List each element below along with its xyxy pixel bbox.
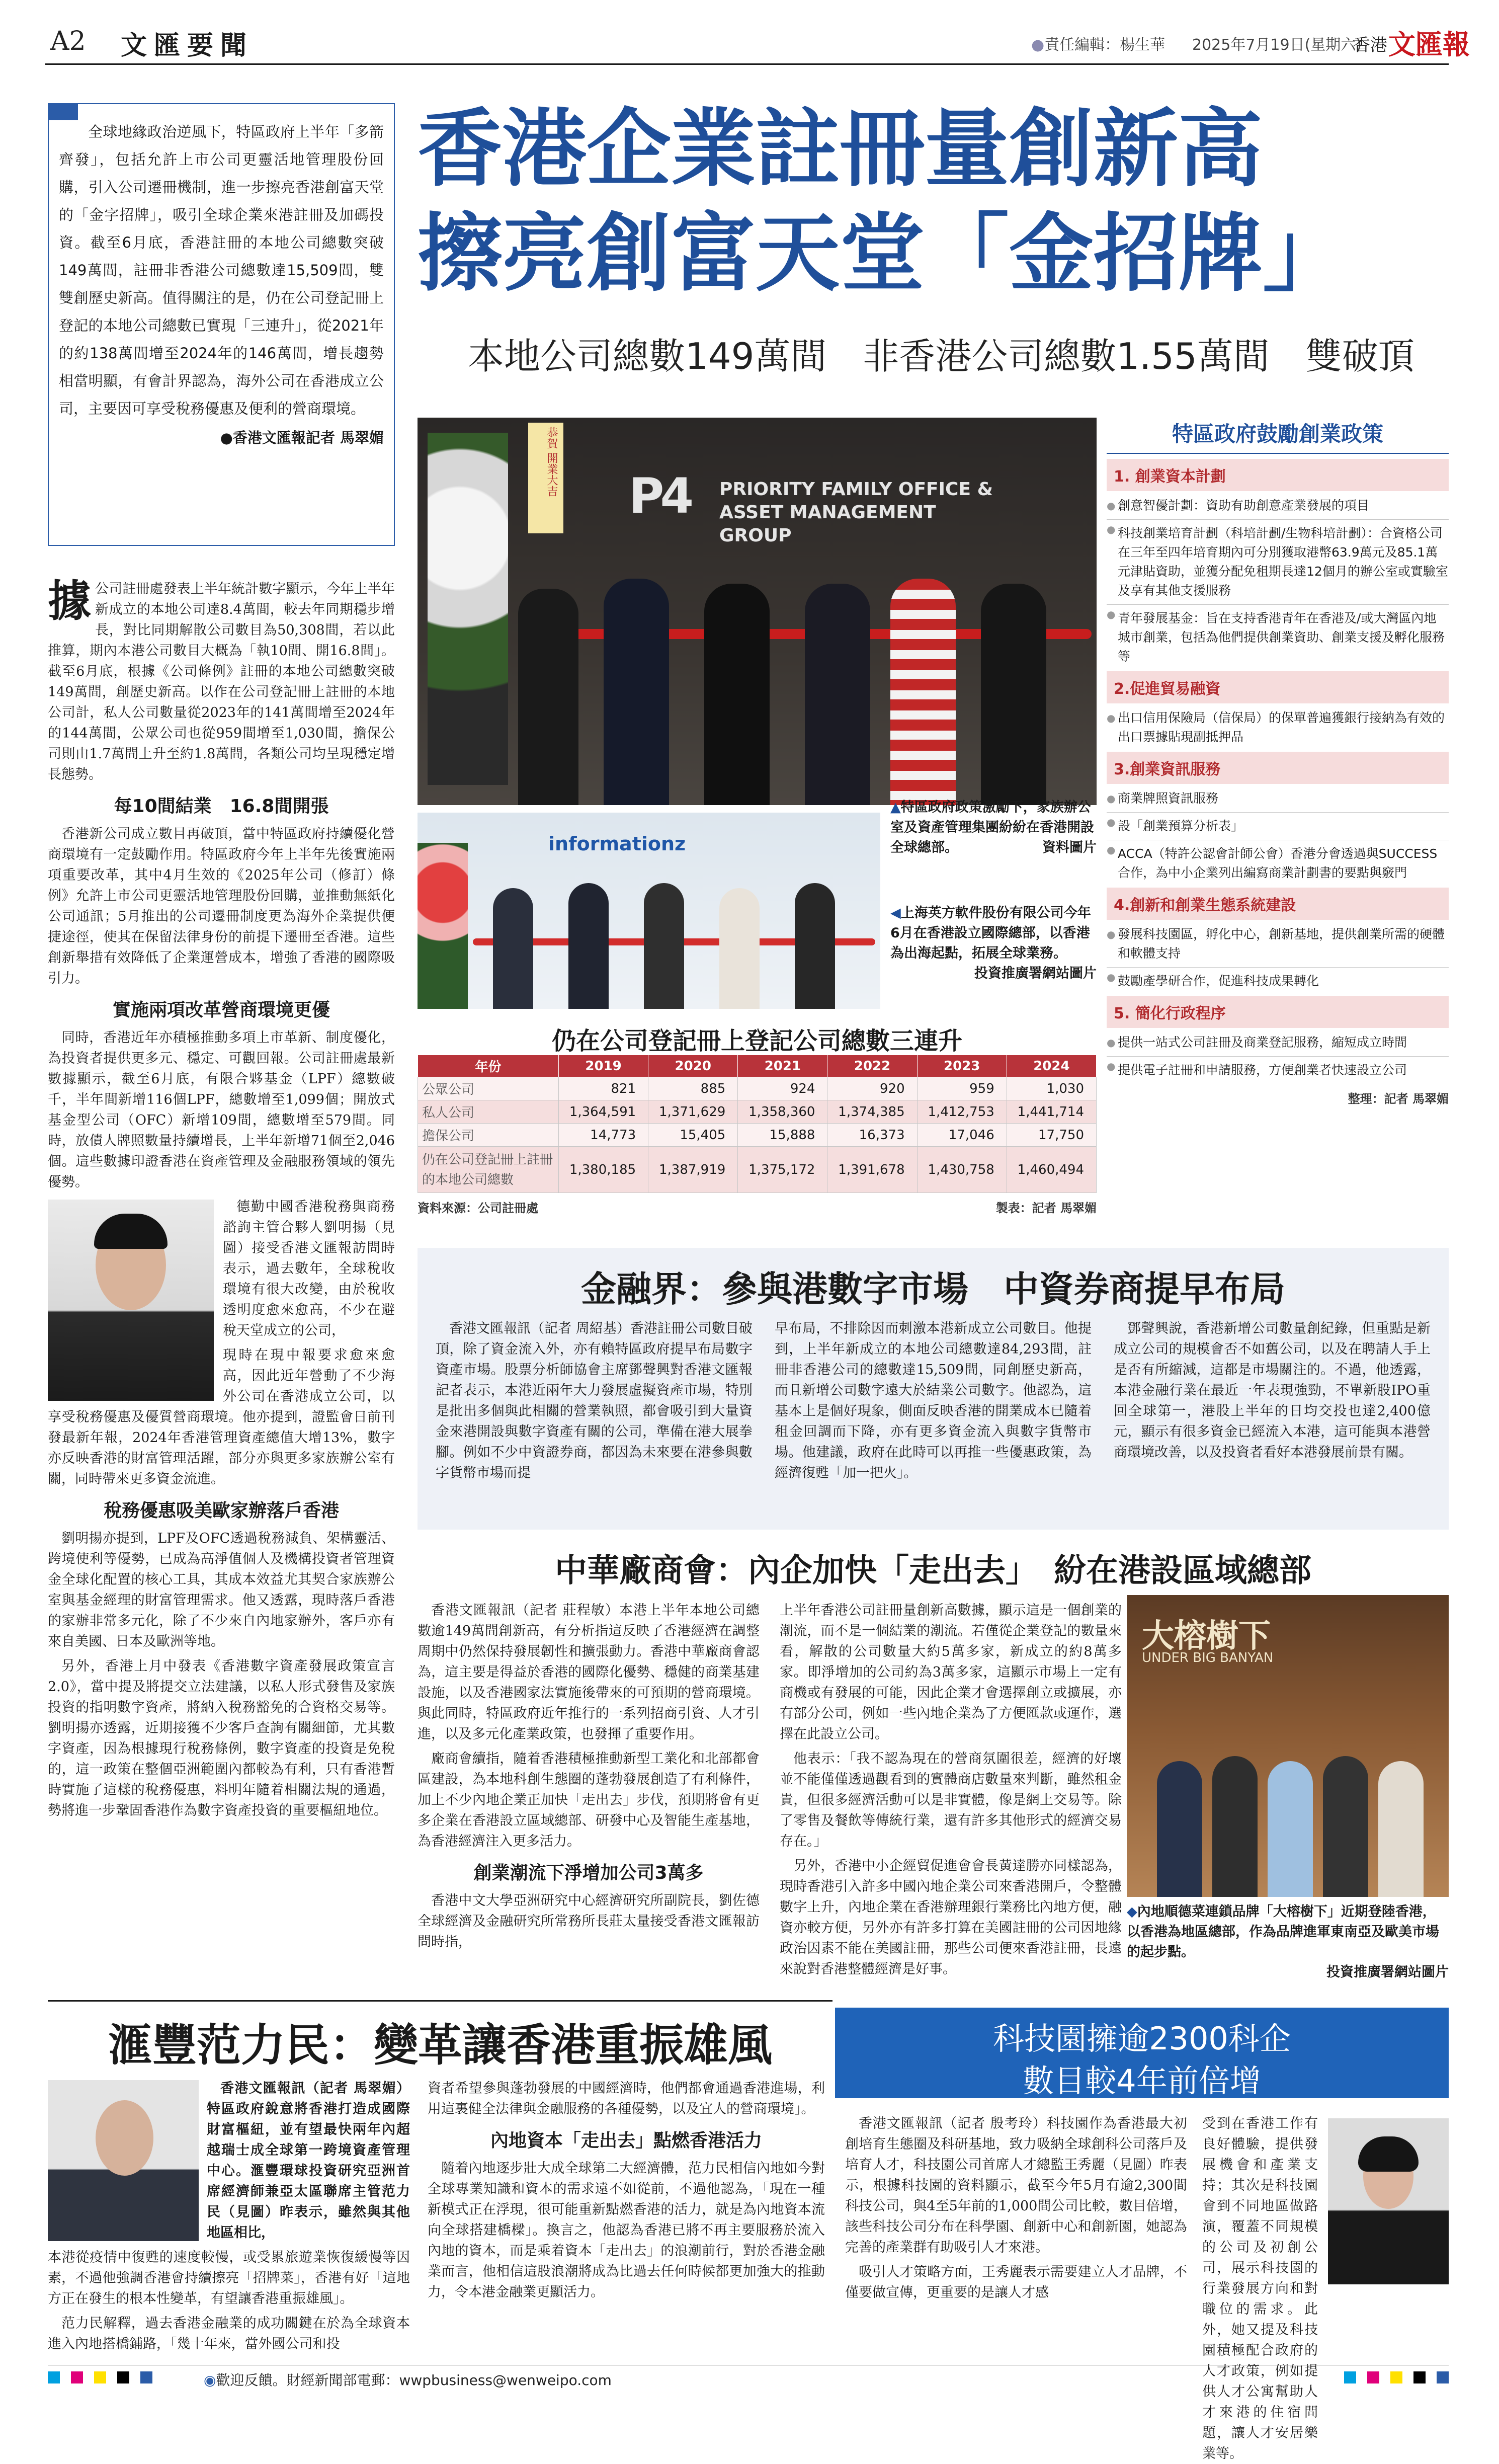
cell: 924 bbox=[738, 1077, 827, 1100]
color-swatches-right bbox=[1298, 2371, 1449, 2383]
policy-group-5: 5. 簡化行政程序 bbox=[1107, 996, 1449, 1028]
person-3 bbox=[704, 584, 770, 805]
ubs-title: 滙豐范力民：變革讓香港重振雄風 bbox=[108, 2019, 772, 2071]
policy-item: ● ACCA（特許公認會計師公會）香港分會透過與SUCCESS合作，為中小企業列出編寫商業計劃書的要點與竅門 bbox=[1107, 840, 1449, 883]
table-head: 2023 bbox=[917, 1055, 1007, 1077]
lead-paragraph: 據公司註冊處發表上半年統計數字顯示，今年上半年新成立的本地公司達8.4萬間，較去年同期穩步增長，對比同期解散公司數目為50,308間，若以此推算，期內本港公司數目大概為「執10間、開16.8間」。截至6月底，根據《公司條例》註冊的本地公司總數突破149萬間，創歷史新高。以作在公司登記冊上註冊的本地公司計，私人公司數量從2023年的141萬間增至2024年的144萬間，公眾公司也從959間增至1,030間，擔保公司則由1.7萬間上升至約1.8萬間，各類公司均呈現穩定增長態勢。 bbox=[48, 576, 395, 782]
table-head: 2019 bbox=[559, 1055, 648, 1077]
cell: 1,460,494 bbox=[1007, 1147, 1096, 1193]
table-row bbox=[418, 1124, 1097, 1147]
caption-2-icon: ◀ bbox=[890, 905, 901, 921]
policy-group-1: 1. 創業資本計劃 bbox=[1107, 459, 1449, 491]
finance-title: 金融界：參與港數字市場 中資券商提早布局 bbox=[581, 1268, 1285, 1310]
cell: 1,374,385 bbox=[827, 1100, 917, 1124]
chamber-p4: 上半年香港公司註冊量創新高數據，顯示這是一個創業的潮流，而不是一個結業的潮流。若僅從企業登記的數量來看，解散的公司數量大約5萬多家，新成立的約8萬多家。即淨增加的公司約為3萬多家，這顯示市場上一定有商機或有發展的可能，因此企業才會選擇創立或擴展，亦有部分公司，例如一些內地企業為了方便匯款或運作，選擇在此設立公司。 bbox=[780, 1603, 1122, 1742]
row-label: 私人公司 bbox=[418, 1100, 559, 1124]
para-4b: 現時在現中報要求愈來愈高，因此近年營動了不少海外公司在香港成立公司，以享受稅務優惠及優質營商環境。他亦提到，證監會日前刊發最新年報，2024年香港管理資產總值大增13%，數字亦反映香港的財富管理活躍，部分亦與更多家族辦公室有關，同時帶來更多資金流進。 bbox=[48, 1347, 395, 1487]
chamber-p1: 香港文匯報訊（記者 莊程敏）本港上半年本地公司總數逾149萬間創新高，有分析指這反映了香港經濟在調整周期中仍然保持發展韌性和擴張動力。香港中華廠商會認為，這主要是得益於香港的國際化優勢、穩健的商業基建設施，以及香港國家法實施後帶來的可預期的營商環境。與此同時，特區政府近年推行的一系列招商引資、人才引進，以及多元化產業政策，也發揮了重要作用。 bbox=[418, 1603, 760, 1742]
policy-item: ● 設「創業預算分析表」 bbox=[1107, 812, 1449, 836]
left-column bbox=[48, 576, 395, 2098]
swatch-cyan bbox=[48, 2371, 60, 2383]
policy-item: ● 提供電子註冊和申請服務，方便創業者快速設立公司 bbox=[1107, 1056, 1449, 1080]
person-b bbox=[568, 883, 609, 1009]
main-photo-logo: P4 bbox=[629, 468, 690, 524]
policy-item: ● 鼓勵產學研合作，促進科技成果轉化 bbox=[1107, 967, 1449, 991]
company-table bbox=[418, 1021, 1097, 1221]
table-head: 年份 bbox=[418, 1055, 559, 1077]
table-head: 2020 bbox=[648, 1055, 738, 1077]
swatch-magenta bbox=[1367, 2371, 1379, 2383]
cell: 1,412,753 bbox=[917, 1100, 1007, 1124]
caption-1: ▲特區政府政策激勵下，家族辦公室及資產管理集團紛紛在香港開設全球總部。 資料圖片 bbox=[890, 798, 1097, 858]
ubs-p4: 資者希望參與蓬勃發展的中國經濟時，他們都會通過香港進場，利用這裏健全法律與金融服務的各種優勢，以及宜人的營商環境」。 bbox=[428, 2081, 825, 2117]
swatch-yellow bbox=[94, 2371, 106, 2383]
second-photo-flowers bbox=[418, 843, 468, 1009]
cell: 1,358,360 bbox=[738, 1100, 827, 1124]
cell: 920 bbox=[827, 1077, 917, 1100]
caption-2: ◀上海英方軟件股份有限公司今年6月在香港設立國際總部，以香港為出海起點，拓展全球業務。 投資推廣署網站圖片 bbox=[890, 903, 1097, 984]
policy-item: ● 提供一站式公司註冊及商業登記服務，縮短成立時間 bbox=[1107, 1033, 1449, 1052]
ubs-col-2 bbox=[428, 2078, 825, 2350]
chamber-col-1 bbox=[418, 1600, 760, 1993]
subhead-c: 稅務優惠吸美歐家辦落戶香港 bbox=[103, 1500, 339, 1521]
paper-prefix: 香港 bbox=[1353, 35, 1387, 55]
chamber-p3: 香港中文大學亞洲研究中心經濟研究所副院長，劉佐德全球經濟及金融研究所常務所長莊太量接受香港文匯報訪問時指， bbox=[418, 1893, 760, 1950]
person-c bbox=[644, 883, 684, 1009]
table-row bbox=[418, 1077, 1097, 1100]
page-header bbox=[0, 0, 1499, 65]
policy-item: ● 商業牌照資訊服務 bbox=[1107, 789, 1449, 808]
finance-col-3: 鄧聲興說，香港新增公司數量創紀錄，但重點是新成立公司的規模會否不如舊公司，以及在聘請人手上是否有所縮減，這都是市場關注的。不過，他透露，本港金融行業在最近一年表現強勁，不單新股IPO重回全球第一，港股上半年的日均交投也達2,400億元，顯示有很多資金已經流入本港，這可能與本港營商環境改善，以及投資者看好本港發展前景有關。 bbox=[1114, 1321, 1431, 1460]
swatch-blue bbox=[1437, 2371, 1449, 2383]
science-title-2: 數目較4年前倍增 bbox=[1023, 2062, 1261, 2099]
para-4a: 德勤中國香港稅務與商務諮詢主管合夥人劉明揚（見圖）接受香港文匯報訪問時表示，過去數年，全球稅收環境有很大改變，由於稅收透明度愈來愈高，不少在避稅天堂成立的公司， bbox=[223, 1199, 395, 1338]
science-col-1 bbox=[845, 2113, 1187, 2350]
person-4 bbox=[805, 584, 870, 805]
chamber-subhead: 創業潮流下淨增加公司3萬多 bbox=[473, 1863, 704, 1883]
cell: 821 bbox=[559, 1077, 648, 1100]
person-5 bbox=[890, 579, 956, 805]
headline-sub: 本地公司總數149萬間 非香港公司總數1.55萬間 雙破頂 bbox=[468, 335, 1414, 377]
footer-bar bbox=[48, 2365, 1449, 2387]
policy-item: ● 出口信用保險局（信保局）的保單普遍獲銀行接納為有效的出口票據貼現副抵押品 bbox=[1107, 708, 1449, 747]
person-d bbox=[719, 888, 760, 1009]
ubs-divider bbox=[48, 2000, 832, 2002]
portrait-wong-hair bbox=[1358, 2136, 1419, 2172]
person-2 bbox=[604, 579, 669, 805]
policy-item: ● 創意智優計劃：資助有助創意產業發展的項目 bbox=[1107, 496, 1449, 515]
table-source: 資料來源：公司註冊處 bbox=[418, 1201, 538, 1215]
cell: 1,371,629 bbox=[648, 1100, 738, 1124]
caption-2-credit: 投資推廣署網站圖片 bbox=[974, 966, 1097, 981]
cell: 1,387,919 bbox=[648, 1147, 738, 1193]
science-p3: 受到在香港工作有良好體驗，提供發展機會和產業支持；其次是科技園會到不同地區做路演，覆蓋不同規模的公司及初創公司，展示科技園的行業發展方向和對職位的需求。此外，她又提及科技園積極配合政府的人才政策，例如提供人才公寓幫助人才來港的住宿問題，讓人才安居樂業等。 bbox=[1202, 2116, 1318, 2461]
flower-stand bbox=[428, 433, 508, 785]
science-p1: 香港文匯報訊（記者 殷考玲）科技園作為香港最大初創培育生態圈及科研基地，致力吸納全球創科公司落戶及培育人才，科技園公司首席人才總監王秀麗（見圖）昨表示，根據科技園的資料顯示，截至今年5月有逾2,300間科技公司，與4至5年前的1,000間公司比較，數目倍增，該些科技公司分布在科學園、創新中心和創新園，她認為完善的產業群有助吸引人才來港。 bbox=[845, 2116, 1187, 2255]
swatch-blue bbox=[140, 2371, 152, 2383]
table-title: 仍在公司登記冊上登記公司總數三連升 bbox=[551, 1027, 962, 1055]
subhead-a: 每10間結業 16.8間開張 bbox=[114, 796, 329, 817]
banyan-photo bbox=[1127, 1595, 1449, 1897]
swatch-black bbox=[117, 2371, 129, 2383]
swatch-yellow bbox=[1390, 2371, 1402, 2383]
science-title-box bbox=[835, 2008, 1449, 2098]
table-head: 2021 bbox=[738, 1055, 827, 1077]
chamber-title: 中華廠商會：內企加快「走出去」 紛在港設區域總部 bbox=[555, 1552, 1311, 1589]
feedback-icon: ◉ bbox=[204, 2372, 216, 2389]
table-head: 2024 bbox=[1007, 1055, 1096, 1077]
finance-col-2: 早布局，不排除因而刺激本港新成立公司數目。他提到，上半年新成立的本地公司總數達84,293間，註冊非香港公司的總數達15,509間，同創歷史新高，而且新增公司數字遠大於結業公司數字。他認為，這基本上是個好現象，側面反映香港的開業成本已隨着租金回調而下降，亦有更多資金流入與數字貨幣市場。他建議，政府在此時可以再推一些優惠政策，為經濟復甦「加一把火」。 bbox=[775, 1321, 1092, 1481]
drop-cap: 據 bbox=[48, 576, 91, 626]
portrait-wong bbox=[1328, 2118, 1449, 2284]
row-label: 擔保公司 bbox=[418, 1124, 559, 1147]
cell: 1,380,185 bbox=[559, 1147, 648, 1193]
main-photo bbox=[418, 418, 1097, 805]
page-number: A2 bbox=[50, 26, 86, 56]
finance-col-1: 香港文匯報訊（記者 周紹基）香港註冊公司數目破頂，除了資金流入外，亦有賴特區政府提早布局數字資產市場。股票分析師協會主席鄧聲興對香港文匯報記者表示，本港近兩年大力發展虛擬資產市場，特別是批出多個與此相關的營業執照，都會吸引到大量資金來港開設與數字資產有關的公司，準備在港大展拳腳。例如不少中資證券商，都因為未來要在港參與數字貨幣市場而提 bbox=[436, 1321, 753, 1481]
para-3: 同時，香港近年亦積極推動多項上市革新、制度優化，為投資者提供更多元、穩定、可觀回報。公司註冊處最新數據顯示，截至6月底，有限合夥基金（LPF）總數破千，半年間新增116個LPF，總數增至1,099個；開放式基金型公司（OFC）新增109間，總數增至579間。同時，放債人牌照數量持續增長，上半年新增71個至2,046個。這些數據印證香港在資產管理及金融服務領域的領先優勢。 bbox=[48, 1030, 395, 1190]
ubs-col-1 bbox=[48, 2078, 410, 2350]
policy-group-3: 3.創業資訊服務 bbox=[1107, 752, 1449, 784]
headline-line2: 擦亮創富天堂「金招牌」 bbox=[418, 203, 1347, 303]
banyan-sign-en: UNDER BIG BANYAN bbox=[1142, 1650, 1274, 1665]
ubs-p5: 隨着內地逐步壯大成全球第二大經濟體，范力民相信內地如今對全球專業知識和資本的需求遠不如從前，不過他認為，「現在一種新模式正在浮現，很可能重新點燃香港的活力，就是為內地資本流向全球搭建橋樑」。換言之，他認為香港已將不再主要服務於流入內地的資本，而是乘着資本「走出去」的浪潮前行，對於香港金融業而言，他相信這股浪潮將成為比過去任何時候都更加強大的推動力，令本港金融業更顯活力。 bbox=[428, 2161, 825, 2300]
stats-table bbox=[418, 1055, 1097, 1193]
science-p2: 吸引人才策略方面，王秀麗表示需要建立人才品牌，不僅要做宣傳，更重要的是讓人才感 bbox=[845, 2264, 1187, 2300]
portrait-fan-face bbox=[96, 2100, 153, 2176]
second-photo-sign: informationz bbox=[548, 833, 686, 855]
cell: 15,888 bbox=[738, 1124, 827, 1147]
policy-item: ● 科技創業培育計劃（科培計劃/生物科培計劃）：合資格公司在三年至四年培育期內可分別獲取港幣63.9萬元及85.1萬元津貼資助，並獲分配免租期長達12個月的辦公室或實驗室及享有其他支援服務 bbox=[1107, 519, 1449, 600]
cell: 959 bbox=[917, 1077, 1007, 1100]
cell: 1,391,678 bbox=[827, 1147, 917, 1193]
footer-text: ◉歡迎反饋。財經新聞部電郵：wwpbusiness@wenweipo.com bbox=[204, 2372, 612, 2389]
intro-box bbox=[48, 103, 395, 546]
editor-label: ●責任編輯：楊生華 bbox=[1031, 36, 1165, 54]
person-1 bbox=[518, 589, 578, 805]
table-row bbox=[418, 1147, 1097, 1193]
para-2: 香港新公司成立數目再破頂，當中特區政府持續優化營商環境有一定鼓勵作用。特區政府今年上半年先後實施兩項重要改革，其中4月生效的《2025年公司（修訂）條例》允許上市公司更靈活地管理股份回購，並推動無紙化公司通訊；5月推出的公司遷冊制度更為海外企業提供便捷途徑，使其在保留法律身份的前提下遷冊至香港。這些創新舉措有效降低了企業運營成本，增強了香港的國際吸引力。 bbox=[48, 826, 395, 986]
banyan-person-2 bbox=[1212, 1756, 1258, 1897]
para-6: 另外，香港上月中發表《香港數字資產發展政策宣言2.0》，當中提及將提交立法建議，以私人形式發售及家族投資的指明數字資產，將納入稅務豁免的合資格交易等。劉明揚亦透露，近期接獲不少客戶查詢有關細節，尤其數字資產，因為根據現行稅務條例，數字資產的投資是免稅的，這一政策在整個亞洲範圍內都較為有利，只有香港暫時實施了這樣的稅務優惠，料明年隨着相關法規的通過，勢將進一步鞏固香港作為數字資產投資的重要樞紐地位。 bbox=[48, 1658, 395, 1818]
portrait-hair bbox=[94, 1214, 168, 1249]
banyan-caption-icon: ◆ bbox=[1127, 1904, 1137, 1920]
person-6 bbox=[981, 584, 1046, 805]
table-maker: 製表：記者 馬翠媚 bbox=[995, 1201, 1097, 1215]
ubs-p1: 香港文匯報訊（記者 馬翠媚）特區政府銳意將香港打造成國際財富樞紐，並有望最快兩年內超越瑞士成全球第一跨境資產管理中心。滙豐環球投資研究亞洲首席經濟師兼亞太區聯席主管范力民（見圖）昨表示，雖然與其他地區相比， bbox=[207, 2081, 410, 2241]
policy-group-2: 2.促進貿易融資 bbox=[1107, 671, 1449, 703]
table-head: 2022 bbox=[827, 1055, 917, 1077]
chamber-p5: 他表示：「我不認為現在的營商氛圍很差，經濟的好壞並不能僅僅透過觀看到的實體商店數量來判斷，雖然租金貴，但很多經濟活動可以是非實體，像是網上交易等。除了零售及餐飲等傳統行業，還有許多其他形式的經濟交易存在。」 bbox=[780, 1751, 1122, 1849]
bullet-icon: ● bbox=[1031, 36, 1045, 54]
swatch-magenta bbox=[71, 2371, 83, 2383]
banyan-person-5 bbox=[1378, 1761, 1424, 1897]
chamber-p2: 廠商會續指，隨着香港積極推動新型工業化和北部都會區建設，為本地科創生態圈的蓬勃發展創造了有利條件，加上不少內地企業正加快「走出去」步伐，預期將會有更多企業在香港設立區域總部、研發中心及智能生產基地，為香港經濟注入更多活力。 bbox=[418, 1751, 760, 1849]
headline-line1: 香港企業註冊量創新高 bbox=[418, 99, 1263, 198]
chamber-col-2 bbox=[780, 1600, 1122, 1993]
banyan-person-4 bbox=[1323, 1756, 1368, 1897]
person-e bbox=[795, 883, 835, 1009]
second-photo bbox=[418, 813, 880, 1009]
policy-item: ● 青年發展基金：旨在支持香港青年在香港及/或大灣區內地城市創業，包括為他們提供創業資助、創業支援及孵化服務等 bbox=[1107, 604, 1449, 666]
issue-date: 2025年7月19日(星期六) bbox=[1192, 36, 1362, 54]
paper-logo: 文匯報 bbox=[1388, 28, 1470, 60]
caption-1-credit: 資料圖片 bbox=[1042, 840, 1097, 855]
cell: 17,750 bbox=[1007, 1124, 1096, 1147]
portrait-lau bbox=[48, 1200, 214, 1401]
cell: 1,030 bbox=[1007, 1077, 1096, 1100]
caption-1-icon: ▲ bbox=[890, 800, 901, 815]
policy-group-4: 4.創新和創業生態系統建設 bbox=[1107, 888, 1449, 920]
row-label: 公眾公司 bbox=[418, 1077, 559, 1100]
color-swatches-left bbox=[48, 2371, 199, 2383]
swatch-cyan bbox=[1344, 2371, 1356, 2383]
science-col-2 bbox=[1202, 2113, 1318, 2461]
banyan-sign: 大榕樹下 bbox=[1142, 1618, 1271, 1655]
main-photo-sign: PRIORITY FAMILY OFFICE & ASSET MANAGEMENT GROUP bbox=[719, 479, 993, 546]
header-rule bbox=[45, 63, 1449, 65]
cell: 1,430,758 bbox=[917, 1147, 1007, 1193]
para-5: 劉明揚亦提到，LPF及OFC透過稅務減負、架構靈活、跨境使利等優勢，已成為高淨值個人及機構投資者管理資金全球化配置的核心工具，其成本效益尤其契合家族辦公室與基金經理的財富管理需求。他又透露，現時落戶香港的家辦非常多元化，除了不少來自內地家辦外，客戶亦有來自美國、日本及歐洲等地。 bbox=[48, 1531, 395, 1649]
flower-ribbon: 恭賀 開業大吉 bbox=[528, 423, 563, 533]
banyan-caption-credit: 投資推廣署網站圖片 bbox=[1326, 1964, 1449, 1980]
intro-text: 全球地緣政治逆風下，特區政府上半年「多箭齊發」，包括允許上市公司更靈活地管理股份回購，引入公司遷冊機制，進一步擦亮香港創富天堂的「金字招牌」，吸引全球企業來港註冊及加碼投資。截至6月底，香港註冊的本地公司總數突破149萬間，註冊非香港公司總數達15,509間，雙雙創歷史新高。值得關注的是，仍在公司登記冊上登記的本地公司總數已實現「三連升」，從2021年的約138萬間增至2024年的146萬間，增長趨勢相當明顯，有會計界認為，海外公司在香港成立公司，主要因可享受稅務優惠及便利的營商環境。 bbox=[59, 123, 384, 417]
cell: 17,046 bbox=[917, 1124, 1007, 1147]
policy-title: 特區政府鼓勵創業政策 bbox=[1107, 418, 1449, 454]
cell: 1,441,714 bbox=[1007, 1100, 1096, 1124]
intro-reporter: ●香港文匯報記者 馬翠媚 bbox=[220, 429, 384, 446]
cell: 1,364,591 bbox=[559, 1100, 648, 1124]
ubs-p3: 范力民解釋，過去香港金融業的成功關鍵在於為全球資本進入內地搭橋鋪路，「幾十年來，當外國公司和投 bbox=[48, 2316, 410, 2352]
ubs-p2: 本港從疫情中復甦的速度較慢，或受累旅遊業恢復緩慢等因素，不過他強調香港會持續擦亮「招牌菜」，香港有好「這地方正在發生的根本性變革，有望讓香港重振雄風」。 bbox=[48, 2250, 410, 2307]
cell: 885 bbox=[648, 1077, 738, 1100]
chamber-p6: 另外，香港中小企經貿促進會會長黃達勝亦同樣認為，現時香港引入許多中國內地企業公司來香港開戶，令整體數字上升，內地企業在香港辦理銀行業務比內地方便，融資亦較方便，另外亦有許多打算在美國註冊的公司因地緣政治因素不能在美國註冊，那些公司便來香港註冊，長遠來說對香港整體經濟是好事。 bbox=[780, 1858, 1122, 1977]
policy-compiler: 整理：記者 馬翠媚 bbox=[1348, 1092, 1449, 1106]
science-title-1: 科技園擁逾2300科企 bbox=[993, 2020, 1291, 2057]
cell: 1,375,172 bbox=[738, 1147, 827, 1193]
section-title: 文匯要聞 bbox=[121, 30, 254, 61]
person-a bbox=[493, 888, 533, 1009]
portrait-fan bbox=[48, 2080, 199, 2241]
subhead-b: 實施兩項改革營商環境更優 bbox=[112, 1000, 330, 1020]
policy-panel bbox=[1107, 418, 1449, 1228]
swatch-black bbox=[1413, 2371, 1426, 2383]
table-row bbox=[418, 1100, 1097, 1124]
row-label: 仍在公司登記冊上註冊的本地公司總數 bbox=[418, 1147, 559, 1193]
banyan-person-1 bbox=[1157, 1761, 1202, 1897]
cell: 14,773 bbox=[559, 1124, 648, 1147]
cell: 15,405 bbox=[648, 1124, 738, 1147]
cell: 16,373 bbox=[827, 1124, 917, 1147]
finance-box bbox=[418, 1248, 1449, 1530]
policy-item: ● 發展科技園區，孵化中心，創新基地，提供創業所需的硬體和軟體支持 bbox=[1107, 925, 1449, 963]
banyan-caption: ◆內地順德菜連鎖品牌「大榕樹下」近期登陸香港，以香港為地區總部，作為品牌進軍東南亞及歐美市場的起步點。 投資推廣署網站圖片 bbox=[1127, 1902, 1449, 1982]
banyan-person-3 bbox=[1268, 1761, 1313, 1897]
intro-corner bbox=[48, 103, 78, 120]
ubs-subhead: 內地資本「走出去」點燃香港活力 bbox=[490, 2130, 762, 2151]
table-header-row bbox=[418, 1055, 1097, 1077]
